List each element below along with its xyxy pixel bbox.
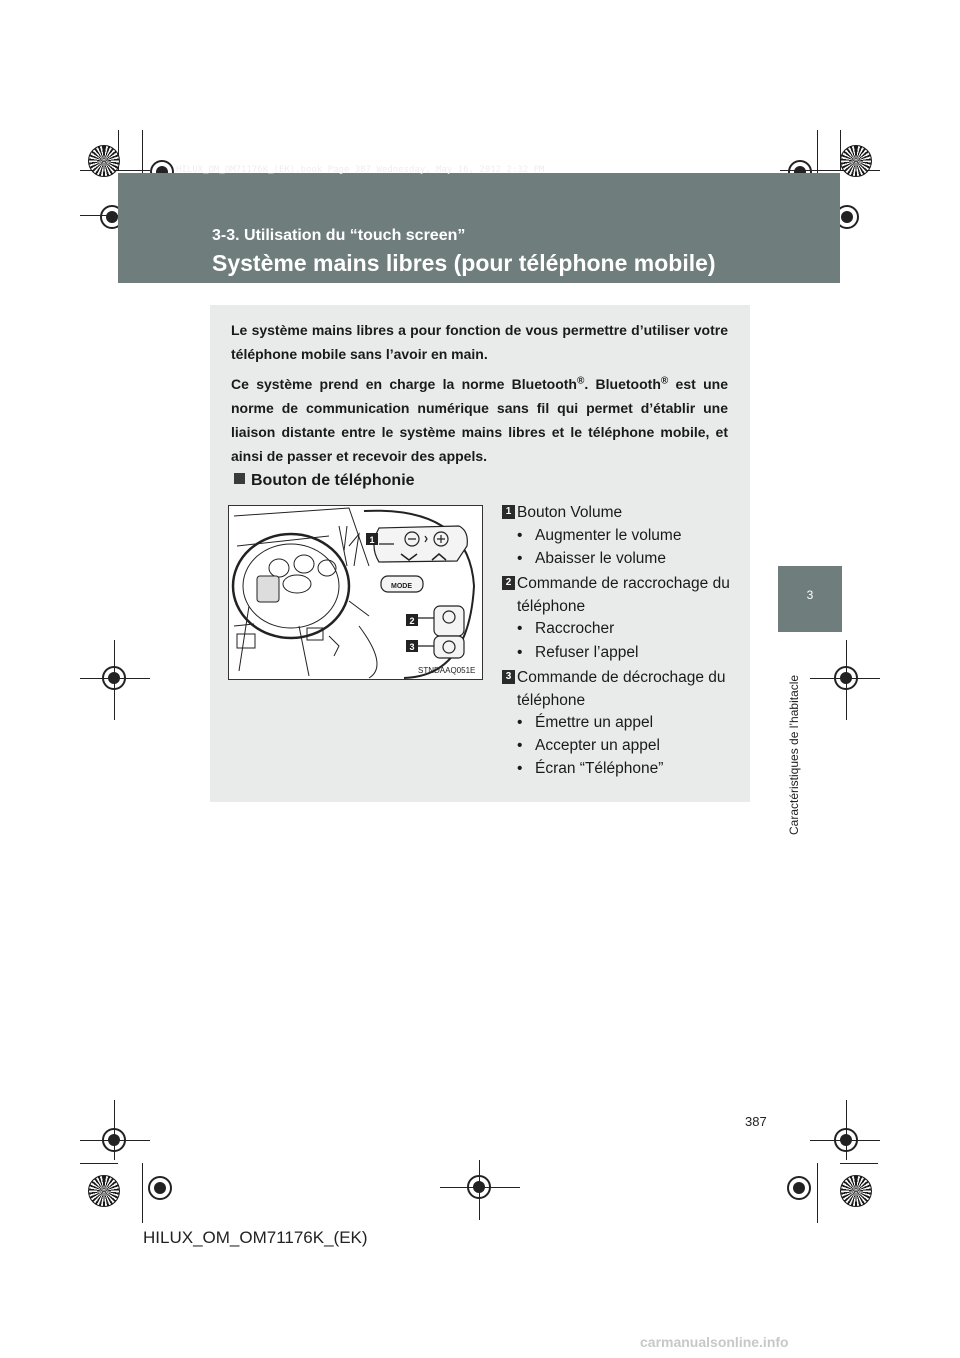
list-item: • Augmenter le volume bbox=[517, 527, 681, 545]
page-number: 387 bbox=[745, 1114, 767, 1129]
item-number-badge: 1 bbox=[502, 505, 515, 519]
mode-button-label: MODE bbox=[391, 583, 412, 590]
registered-mark: ® bbox=[660, 375, 669, 387]
watermark: carmanualsonline.info bbox=[640, 1334, 789, 1350]
dashboard-illustration bbox=[229, 506, 482, 679]
list-item: • Refuser l’appel bbox=[517, 644, 638, 662]
footer-code: HILUX_OM_OM71176K_(EK) bbox=[143, 1228, 368, 1247]
item-number-badge: 2 bbox=[502, 576, 515, 590]
item-hang-up-switch bbox=[502, 572, 730, 618]
item-volume-button bbox=[502, 501, 730, 524]
figure-code: STNDAAQ051E bbox=[418, 666, 476, 675]
chapter-title: Caractéristiques de l’habitacle bbox=[787, 674, 801, 835]
intro-paragraph-1: Le système mains libres a pour fonction de vous permettre d’utiliser votre téléphone mobile sans l’avoir en main. bbox=[231, 322, 728, 362]
chapter-number: 3 bbox=[806, 588, 814, 602]
square-bullet-icon bbox=[234, 473, 245, 484]
book-stamp: HILUX_OM_OM71176K_(EK).book Page 387 Wednesday, May 16, 2012 2:32 PM bbox=[176, 165, 545, 175]
item-label: Commande de décrochage du téléphone bbox=[517, 669, 726, 709]
page-title: Système mains libres (pour téléphone mobile) bbox=[212, 250, 716, 276]
callout-3: 3 bbox=[409, 642, 415, 652]
intro-p2-part-a: Ce système prend en charge la norme Bluetooth bbox=[231, 376, 577, 392]
subheading-text: Bouton de téléphonie bbox=[251, 472, 415, 489]
intro-text bbox=[231, 318, 728, 474]
intro-p2-part-c: est une norme de communication numérique sans fil qui permet d’établir une liaison distante entre le système mains libres et le téléphone mobile, et ainsi de passer et recevoir des appels. bbox=[231, 376, 728, 464]
list-item: • Écran “Téléphone” bbox=[517, 760, 663, 778]
list-item: • Émettre un appel bbox=[517, 714, 653, 732]
subheading bbox=[234, 472, 415, 490]
list-item: • Accepter un appel bbox=[517, 737, 660, 755]
item-number-badge: 3 bbox=[502, 670, 515, 684]
list-item: • Abaisser le volume bbox=[517, 550, 666, 568]
callout-2: 2 bbox=[409, 616, 415, 626]
intro-p2-part-b: . Bluetooth bbox=[584, 376, 661, 392]
steering-wheel-figure bbox=[228, 505, 483, 680]
item-label: Bouton Volume bbox=[517, 504, 623, 521]
item-pick-up-switch bbox=[502, 666, 730, 712]
list-item: • Raccrocher bbox=[517, 620, 614, 638]
callout-1: 1 bbox=[369, 535, 375, 545]
intro-paragraph-2 bbox=[231, 372, 728, 468]
registered-mark: ® bbox=[576, 375, 585, 387]
section-label: 3-3. Utilisation du “touch screen” bbox=[212, 227, 466, 244]
item-label: Commande de raccrochage du téléphone bbox=[517, 575, 730, 615]
